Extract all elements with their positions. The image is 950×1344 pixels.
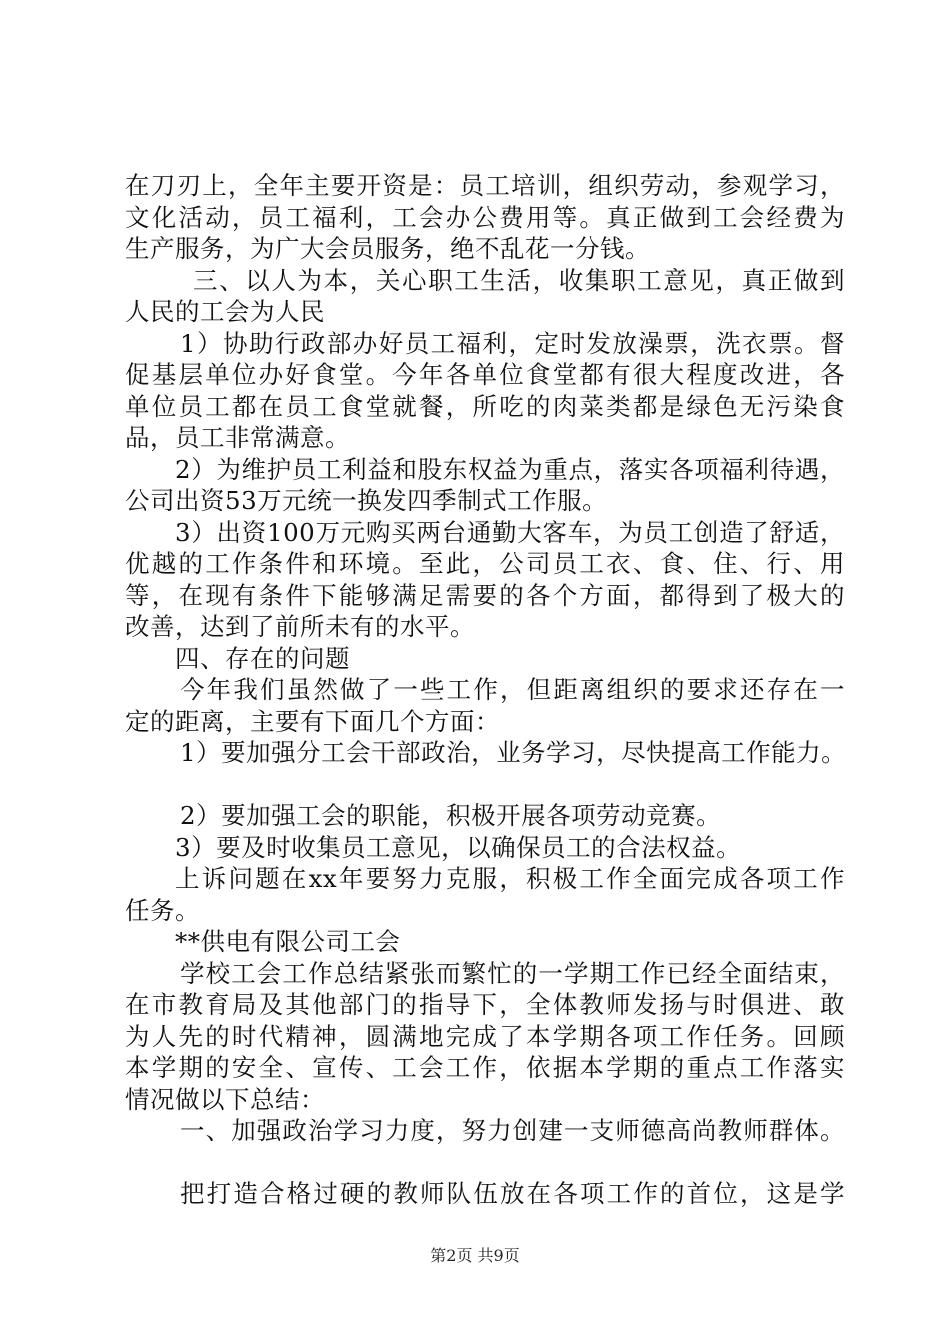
text-line: 等，在现有条件下能够满足需要的各个方面，都得到了极大的 xyxy=(125,580,845,610)
text-line: 情况做以下总结： xyxy=(125,1084,325,1114)
text-line: 生产服务，为广大会员服务，绝不乱花一分钱。 xyxy=(125,234,650,263)
text-line: 为人先的时代精神，圆满地完成了本学期各项工作任务。回顾 xyxy=(125,1021,845,1051)
text-line: 上诉问题在xx年要努力克服，积极工作全面完成各项工作 xyxy=(175,864,845,893)
text-line: 优越的工作条件和环境。至此，公司员工衣、食、住、行、用 xyxy=(125,549,845,578)
blank-line xyxy=(125,769,845,801)
text-line: 单位员工都在员工食堂就餐，所吃的肉菜类都是绿色无污染食 xyxy=(125,391,845,421)
text-line: 改善，达到了前所未有的水平。 xyxy=(125,612,475,641)
text-line: 在市教育局及其他部门的指导下，全体教师发扬与时俱进、敢 xyxy=(125,990,845,1019)
text-line: 本学期的安全、宣传、工会工作，依据本学期的重点工作落实 xyxy=(125,1053,845,1082)
page-footer: 第2页 共9页 xyxy=(430,1246,520,1265)
text-line: 把打造合格过硬的教师队伍放在各项工作的首位，这是学 xyxy=(180,1179,845,1208)
text-line: 3）出资100万元购买两台通勤大客车，为员工创造了舒适， xyxy=(175,517,845,547)
text-line: 公司出资53万元统一换发四季制式工作服。 xyxy=(125,486,608,515)
text-line: 一、加强政治学习力度，努力创建一支师德高尚教师群体。 xyxy=(180,1116,845,1145)
text-line: 品，员工非常满意。 xyxy=(125,423,350,452)
text-line: 在刀刃上，全年主要开资是：员工培训，组织劳动，参观学习， xyxy=(125,171,845,200)
text-line: 文化活动，员工福利，工会办公费用等。真正做到工会经费为 xyxy=(125,202,845,232)
text-line: 定的距离，主要有下面几个方面： xyxy=(125,706,500,736)
text-line: 三、以人为本，关心职工生活，收集职工意见，真正做到 xyxy=(193,265,845,295)
text-line: 人民的工会为人民 xyxy=(125,297,325,326)
text-line: 1）协助行政部办好员工福利，定时发放澡票，洗衣票。督 xyxy=(180,328,845,358)
text-line: 2）为维护员工利益和股东权益为重点，落实各项福利待遇， xyxy=(175,454,845,484)
text-line: 1）要加强分工会干部政治，业务学习，尽快提高工作能力。 xyxy=(180,738,847,767)
text-line: 今年我们虽然做了一些工作，但距离组织的要求还存在一 xyxy=(180,675,845,704)
text-line: **供电有限公司工会 xyxy=(175,927,401,956)
text-line: 四、存在的问题 xyxy=(175,643,350,673)
text-line: 学校工会工作总结紧张而繁忙的一学期工作已经全面结束， xyxy=(180,958,845,988)
text-line: 任务。 xyxy=(125,895,200,925)
blank-line xyxy=(125,1147,845,1179)
text-line: 3）要及时收集员工意见，以确保员工的合法权益。 xyxy=(175,832,742,862)
text-line: 2）要加强工会的职能，积极开展各项劳动竞赛。 xyxy=(180,801,722,830)
text-line: 促基层单位办好食堂。今年各单位食堂都有很大程度改进，各 xyxy=(125,360,845,389)
document-body xyxy=(125,170,845,1210)
